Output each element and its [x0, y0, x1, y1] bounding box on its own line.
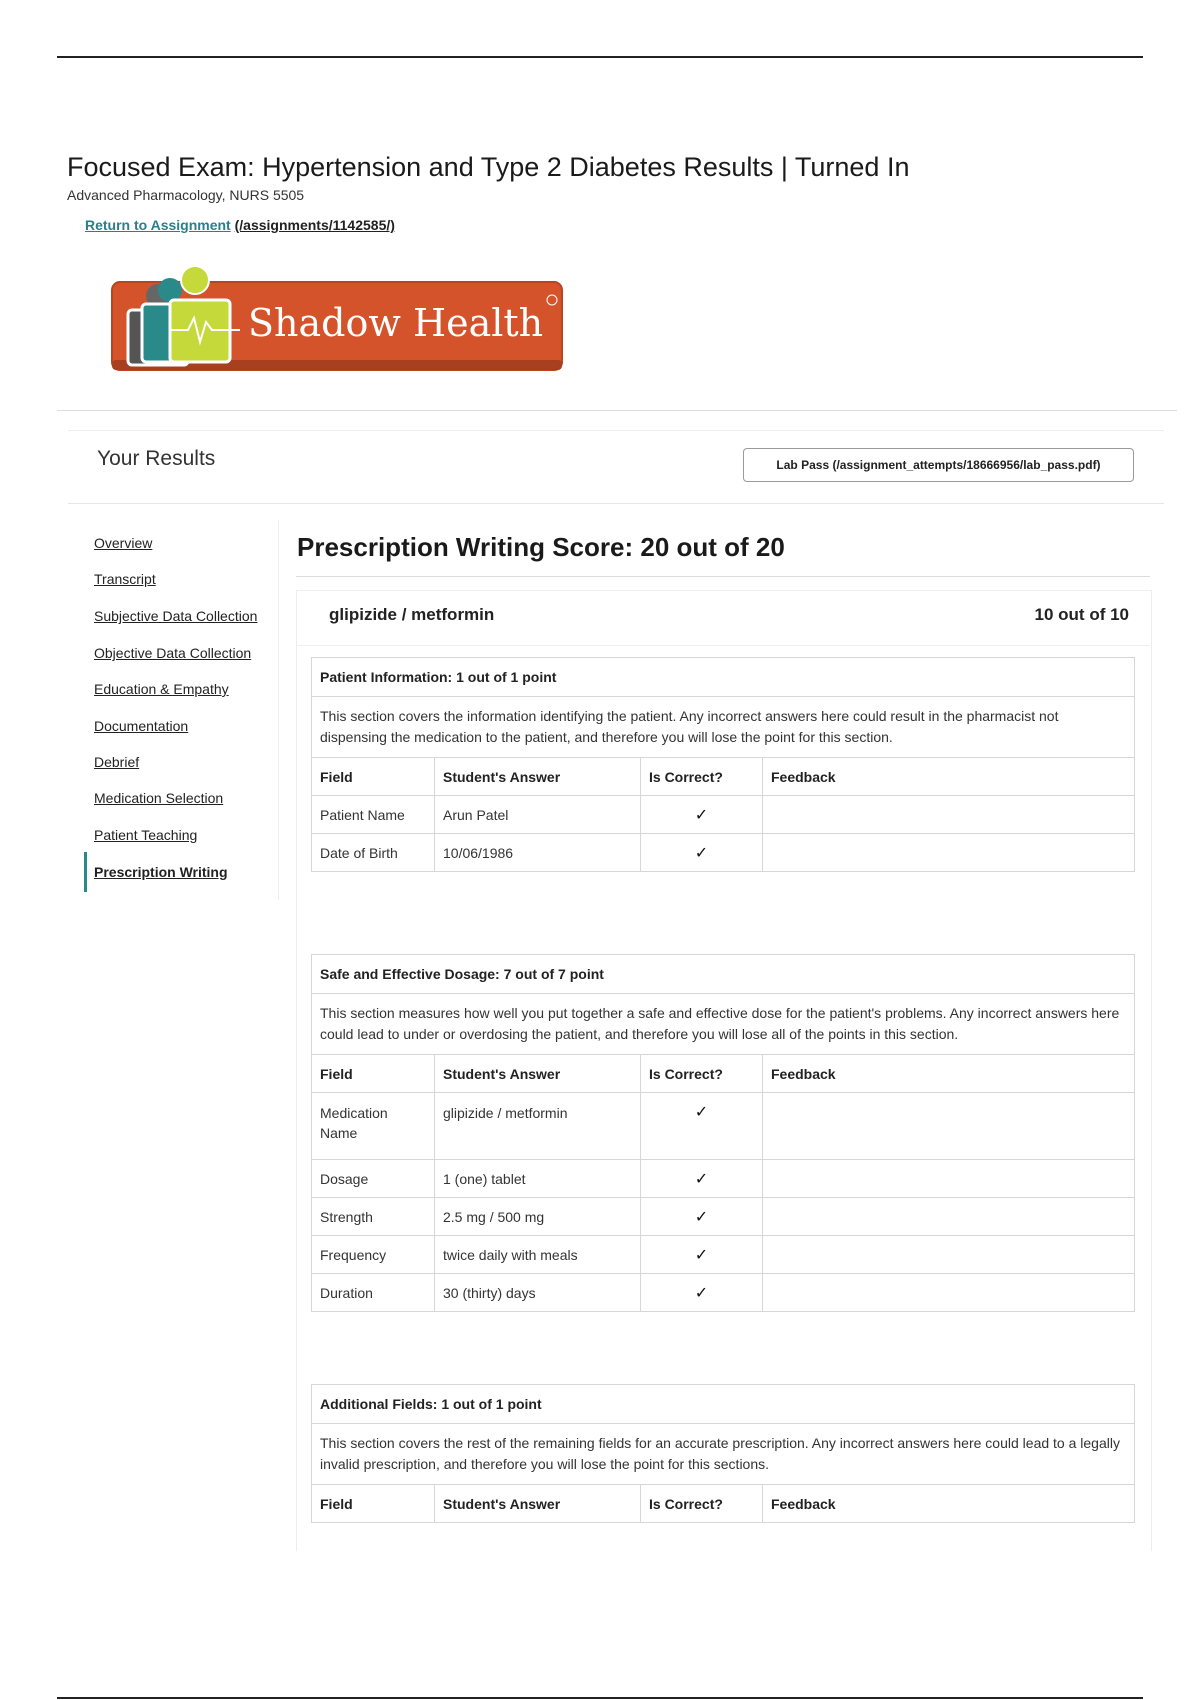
answer-cell: twice daily with meals	[435, 1236, 641, 1274]
safe-effective-dosage-table	[311, 954, 1135, 1312]
table-header-row	[312, 1055, 1135, 1093]
answer-cell: 10/06/1986	[435, 834, 641, 872]
section-description: This section covers the rest of the remaining fields for an accurate prescription. Any incorrect answers here could lead to a legally invalid prescription, and therefore you will lose the point for this sections.	[312, 1424, 1135, 1485]
table-row	[312, 1160, 1135, 1198]
field-cell: Strength	[312, 1198, 435, 1236]
col-feedback: Feedback	[763, 1055, 1135, 1093]
table-row	[312, 1093, 1135, 1160]
results-sidebar-nav	[84, 520, 279, 900]
panel-divider	[296, 645, 1150, 646]
feedback-cell	[763, 1198, 1135, 1236]
col-correct: Is Correct?	[641, 758, 763, 796]
logo-text: Shadow Health	[248, 301, 544, 345]
answer-cell: 2.5 mg / 500 mg	[435, 1198, 641, 1236]
col-answer: Student's Answer	[435, 1055, 641, 1093]
nav-item-education-empathy[interactable]: Education & Empathy	[94, 681, 229, 697]
nav-item-transcript[interactable]: Transcript	[94, 571, 156, 587]
results-title: Your Results	[97, 447, 216, 470]
section-title: Patient Information: 1 out of 1 point	[312, 658, 1135, 697]
table-row	[312, 796, 1135, 834]
col-answer: Student's Answer	[435, 1485, 641, 1523]
top-rule	[57, 56, 1143, 58]
col-feedback: Feedback	[763, 758, 1135, 796]
col-field: Field	[312, 1485, 435, 1523]
nav-item-overview[interactable]: Overview	[94, 535, 153, 551]
feedback-cell	[763, 1093, 1135, 1160]
check-icon: ✓	[641, 1198, 763, 1236]
section-description: This section measures how well you put together a safe and effective dose for the patient's problems. Any incorrect answers here could lead to under or overdosing the patient, and therefore you will lose all of the points in this section.	[312, 994, 1135, 1055]
check-icon: ✓	[641, 1093, 763, 1160]
col-answer: Student's Answer	[435, 758, 641, 796]
score-divider	[296, 576, 1150, 577]
field-cell: Duration	[312, 1274, 435, 1312]
section-description: This section covers the information identifying the patient. Any incorrect answers here could result in the pharmacist not dispensing the medication to the patient, and therefore you will lose the point for this section.	[312, 697, 1135, 758]
answer-cell: 30 (thirty) days	[435, 1274, 641, 1312]
col-field: Field	[312, 1055, 435, 1093]
table-header-row	[312, 1485, 1135, 1523]
nav-item-documentation[interactable]: Documentation	[94, 718, 189, 734]
col-correct: Is Correct?	[641, 1485, 763, 1523]
field-cell: Frequency	[312, 1236, 435, 1274]
shadow-health-logo	[100, 260, 570, 385]
return-to-assignment-link[interactable]	[85, 217, 395, 233]
col-correct: Is Correct?	[641, 1055, 763, 1093]
answer-cell: glipizide / metformin	[435, 1093, 641, 1160]
active-indicator	[84, 852, 87, 892]
lab-pass-button[interactable]: Lab Pass (/assignment_attempts/18666956/lab_pass.pdf)	[743, 448, 1134, 482]
check-icon: ✓	[641, 1274, 763, 1312]
drug-name: glipizide / metformin	[329, 605, 495, 624]
nav-item-subjective-data[interactable]: Subjective Data Collection	[94, 608, 258, 624]
check-icon: ✓	[641, 1236, 763, 1274]
check-icon: ✓	[641, 796, 763, 834]
additional-fields-table	[311, 1384, 1135, 1523]
nav-item-medication-selection[interactable]: Medication Selection	[94, 790, 224, 806]
nav-item-objective-data[interactable]: Objective Data Collection	[94, 645, 252, 661]
feedback-cell	[763, 1236, 1135, 1274]
answer-cell: Arun Patel	[435, 796, 641, 834]
field-cell: Date of Birth	[312, 834, 435, 872]
feedback-cell	[763, 1160, 1135, 1198]
course-subtitle: Advanced Pharmacology, NURS 5505	[67, 187, 305, 203]
return-link-label[interactable]: Return to Assignment	[85, 217, 231, 233]
field-cell: Patient Name	[312, 796, 435, 834]
nav-item-patient-teaching[interactable]: Patient Teaching	[94, 827, 198, 843]
bottom-rule	[57, 1697, 1143, 1699]
check-icon: ✓	[641, 834, 763, 872]
prescription-score-title: Prescription Writing Score: 20 out of 20	[297, 532, 785, 562]
check-icon: ✓	[641, 1160, 763, 1198]
table-row	[312, 1236, 1135, 1274]
col-field: Field	[312, 758, 435, 796]
feedback-cell	[763, 1274, 1135, 1312]
table-row	[312, 1198, 1135, 1236]
table-row	[312, 834, 1135, 872]
table-header-row	[312, 758, 1135, 796]
drug-score: 10 out of 10	[1034, 605, 1129, 624]
field-cell: Medication Name	[312, 1093, 435, 1160]
feedback-cell	[763, 796, 1135, 834]
nav-item-prescription-writing[interactable]: Prescription Writing	[94, 864, 228, 880]
return-link-path[interactable]: (/assignments/1142585/)	[234, 217, 395, 233]
table-row	[312, 1274, 1135, 1312]
divider	[57, 410, 1177, 411]
section-title: Safe and Effective Dosage: 7 out of 7 point	[312, 955, 1135, 994]
feedback-cell	[763, 834, 1135, 872]
field-cell: Dosage	[312, 1160, 435, 1198]
answer-cell: 1 (one) tablet	[435, 1160, 641, 1198]
col-feedback: Feedback	[763, 1485, 1135, 1523]
nav-item-debrief[interactable]: Debrief	[94, 754, 140, 770]
patient-information-table	[311, 657, 1135, 872]
section-title: Additional Fields: 1 out of 1 point	[312, 1385, 1135, 1424]
page-title: Focused Exam: Hypertension and Type 2 Diabetes Results | Turned In	[67, 152, 910, 182]
